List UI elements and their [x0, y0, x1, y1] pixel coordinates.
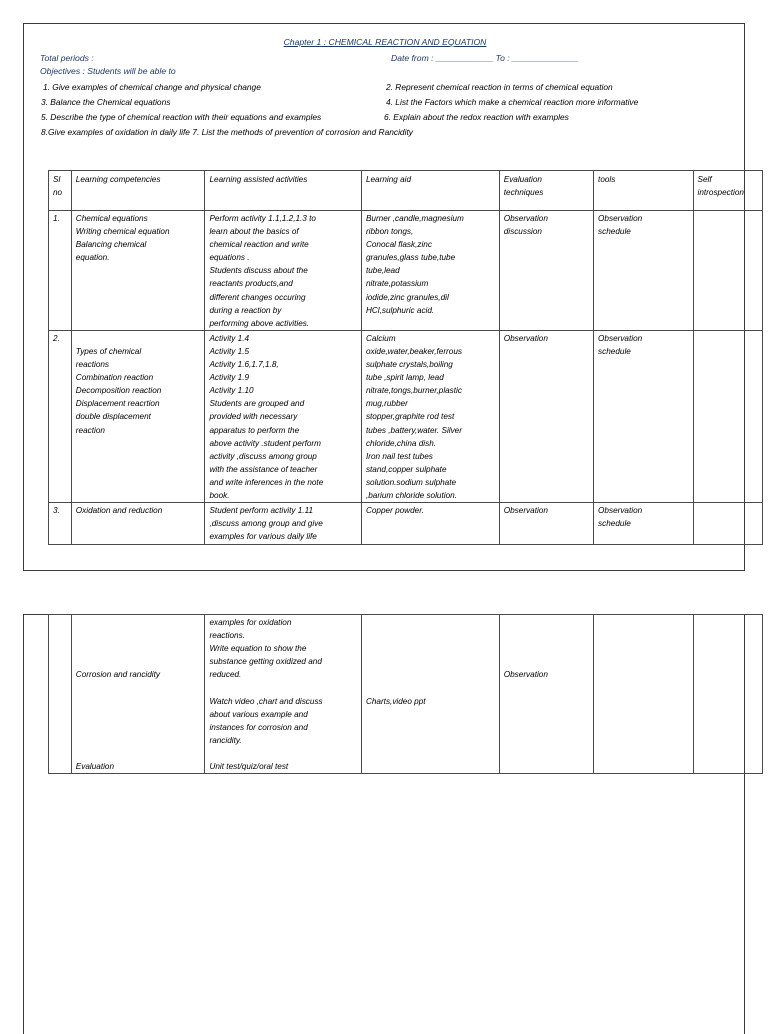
cell-text-line: reactants products,and	[209, 279, 293, 289]
cell-text-line: Unit test/quiz/oral test	[209, 762, 289, 772]
cell-text-line: 2.	[53, 333, 60, 343]
competencies-cell	[71, 503, 205, 545]
objective-item: 6. Explain about the redox reaction with examples	[384, 112, 569, 122]
lesson-plan-table	[48, 170, 763, 545]
evaluation-cell	[499, 615, 593, 774]
cell-text-line: Decomposition reaction	[75, 386, 162, 396]
cell-text-line: stand,copper sulphate	[365, 464, 447, 474]
activities-cell	[205, 211, 361, 331]
cell-text-line: performing above activities.	[209, 318, 310, 328]
cell-text-line: tube,lead	[365, 266, 400, 276]
cell-text-line	[76, 642, 201, 655]
competencies-cell	[71, 615, 205, 774]
cell-text-line	[366, 642, 495, 655]
table-row-continued	[49, 615, 763, 774]
cell-text-line: Activity 1.10	[209, 386, 254, 396]
cell-text-line: Corrosion and rancidity	[75, 670, 160, 680]
cell-text-line: Evaluation	[503, 175, 542, 184]
cell-text-line: Balancing chemical	[75, 240, 147, 250]
cell-text-line: examples for various daily life	[209, 532, 317, 542]
column-header	[71, 171, 205, 211]
self-introspection-cell	[693, 330, 762, 502]
activities-cell	[205, 503, 361, 545]
cell-text-line: oxide,water,beaker,ferrous	[365, 346, 462, 356]
cell-text-line: Activity 1.5	[209, 346, 250, 356]
cell-text-line	[76, 629, 201, 642]
cell-text-line: solution.sodium sulphate	[365, 477, 457, 487]
cell-text-line: substance getting oxidized and	[209, 657, 322, 667]
cell-text-line: Students discuss about the	[209, 266, 308, 276]
cell-text-line: Observation	[503, 333, 548, 343]
cell-text-line	[366, 616, 495, 629]
cell-text-line: Activity 1.9	[209, 373, 250, 383]
cell-text-line: different changes occuring	[209, 292, 306, 302]
objectives-title: Objectives : Students will be able to	[40, 66, 176, 76]
cell-text-line	[76, 721, 201, 734]
competencies-cell	[71, 211, 205, 331]
cell-text-line	[366, 655, 495, 668]
cell-text-line	[76, 681, 201, 694]
table-header-row	[49, 171, 763, 211]
cell-text-line: Iron nail test tubes	[365, 451, 433, 461]
tools-cell	[594, 211, 693, 331]
cell-text-line: Students are grouped and	[209, 399, 305, 409]
column-header	[361, 171, 499, 211]
cell-text-line: chloride,china dish.	[365, 438, 437, 448]
cell-text-line	[504, 642, 589, 655]
column-header	[499, 171, 593, 211]
cell-text-line: schedule	[598, 346, 631, 356]
cell-text-line: 3.	[53, 506, 60, 516]
cell-text-line: nitrate,tongs,burner,plastic	[365, 386, 462, 396]
objective-item: 5. Describe the type of chemical reaction with their equations and examples	[41, 112, 322, 122]
cell-text-line: Watch video ,chart and discuss	[209, 696, 323, 706]
cell-text-line: no	[53, 188, 63, 198]
cell-text-line: 1.	[53, 214, 60, 223]
cell-text-line	[504, 655, 589, 668]
column-header	[49, 171, 72, 211]
cell-text-line: schedule	[598, 227, 631, 237]
cell-text-line: Observation	[598, 214, 643, 223]
tools-cell	[594, 503, 693, 545]
cell-text-line: techniques	[503, 188, 544, 198]
cell-text-line: Burner ,candle,magnesium	[365, 214, 464, 223]
cell-text-line: Chemical equations	[75, 214, 148, 223]
cell-text-line: ribbon tongs,	[365, 227, 414, 237]
objective-item: 1. Give examples of chemical change and physical change	[43, 82, 261, 92]
self-introspection-cell	[693, 503, 762, 545]
cell-text-line	[76, 708, 201, 721]
cell-text-line: Observation	[503, 506, 548, 516]
cell-text-line: activity ,discuss among group	[209, 451, 317, 461]
cell-text-line: ,discuss among group and give	[209, 519, 323, 529]
cell-text-line: book.	[209, 490, 230, 500]
document-page-1	[23, 23, 745, 571]
cell-text-line	[366, 681, 495, 694]
table-row	[49, 330, 763, 502]
cell-text-line: tubes ,battery,water. Silver	[365, 425, 462, 435]
evaluation-cell	[499, 503, 593, 545]
cell-text-line	[504, 616, 589, 629]
table-row	[49, 503, 763, 545]
cell-text-line: reactions	[75, 360, 110, 370]
objective-item: 2. Represent chemical reaction in terms of chemical equation	[386, 82, 613, 92]
self-introspection-cell	[693, 615, 762, 774]
learning-aid-cell	[361, 503, 499, 545]
cell-text-line: with the assistance of teacher	[209, 464, 318, 474]
sl-no-cell	[49, 211, 72, 331]
cell-text-line: Oxidation and reduction	[75, 506, 163, 516]
cell-text-line: HCl,sulphuric acid.	[365, 305, 435, 315]
cell-text-line: above activity .student perform	[209, 438, 321, 448]
cell-text-line: Self	[697, 175, 712, 184]
cell-text-line: mug,rubber	[365, 399, 408, 409]
learning-aid-cell	[361, 330, 499, 502]
cell-text-line: during a reaction by	[209, 305, 282, 315]
cell-text-line: equations .	[209, 253, 250, 263]
cell-text-line: Activity 1.4	[209, 333, 250, 343]
cell-text-line	[366, 629, 495, 642]
cell-text-line: introspection	[697, 188, 744, 198]
cell-text-line: reduced.	[209, 670, 242, 680]
sl-no-cell	[49, 330, 72, 502]
date-range-label: Date from : ____________ To : ______________	[391, 53, 579, 63]
tools-cell	[594, 615, 693, 774]
cell-text-line	[76, 332, 201, 345]
cell-text-line: Evaluation	[75, 762, 115, 772]
cell-text-line: learn about the basics of	[209, 227, 299, 237]
cell-text-line	[76, 655, 201, 668]
cell-text-line: equation.	[75, 253, 110, 263]
cell-text-line: double displacement	[75, 412, 151, 422]
cell-text-line: Types of chemical	[75, 346, 142, 356]
cell-text-line: tools	[598, 175, 616, 184]
cell-text-line	[76, 695, 201, 708]
cell-text-line: discussion	[503, 227, 542, 237]
total-periods-label: Total periods :	[40, 53, 94, 63]
sl-no-cell	[49, 503, 72, 545]
cell-text-line: rancidity.	[209, 735, 242, 745]
cell-text-line: chemical reaction and write	[209, 240, 309, 250]
cell-text-line: Sl	[53, 175, 61, 184]
cell-text-line: Perform activity 1.1,1.2,1.3 to	[209, 214, 316, 223]
cell-text-line: Observation	[598, 333, 643, 343]
document-page-2	[23, 614, 745, 1034]
cell-text-line: stopper,graphite rod test	[365, 412, 455, 422]
cell-text-line	[76, 747, 201, 760]
cell-text-line: granules,glass tube,tube	[365, 253, 456, 263]
competencies-cell	[71, 330, 205, 502]
objective-item: 3. Balance the Chemical equations	[41, 97, 171, 107]
cell-text-line: Copper powder.	[365, 506, 424, 516]
cell-text-line: Learning competencies	[75, 175, 161, 184]
cell-text-line: and write inferences in the note	[209, 477, 324, 487]
cell-text-line: sulphate crystals,boiling	[365, 360, 453, 370]
column-header	[594, 171, 693, 211]
cell-text-line	[504, 629, 589, 642]
cell-text-line: about various example and	[209, 709, 308, 719]
cell-text-line: ,barium chloride solution.	[365, 490, 457, 500]
cell-text-line: Learning assisted activities	[209, 175, 308, 184]
cell-text-line: schedule	[598, 519, 631, 529]
cell-text-line: Combination reaction	[75, 373, 154, 383]
cell-text-line: instances for corrosion and	[209, 722, 308, 732]
cell-text-line	[366, 668, 495, 681]
cell-text-line: Calcium	[365, 333, 396, 343]
table-row	[49, 211, 763, 331]
column-header	[693, 171, 762, 211]
learning-aid-cell	[361, 211, 499, 331]
cell-text-line: Observation	[503, 670, 548, 680]
cell-text-line: Conocal flask,zinc	[365, 240, 432, 250]
cell-text-line: Activity 1.6,1.7,1.8,	[209, 360, 279, 370]
cell-text-line: apparatus to perform the	[209, 425, 300, 435]
cell-text-line: examples for oxidation	[209, 618, 292, 627]
lesson-plan-table-continued	[48, 614, 763, 774]
sl-no-cell	[49, 615, 72, 774]
evaluation-cell	[499, 211, 593, 331]
cell-text-line: Learning aid	[365, 175, 412, 184]
tools-cell	[594, 330, 693, 502]
cell-text-line: Write equation to show the	[209, 644, 307, 654]
evaluation-cell	[499, 330, 593, 502]
cell-text-line: reaction	[75, 425, 105, 435]
cell-text-line: tube ,spirit lamp, lead	[365, 373, 444, 383]
cell-text-line: iodide,zinc granules,dil	[365, 292, 449, 302]
cell-text-line: provided with necessary	[209, 412, 298, 422]
learning-aid-cell	[361, 615, 499, 774]
cell-text-line: Displacement reacrtion	[75, 399, 160, 409]
cell-text-line: Observation	[503, 214, 548, 223]
cell-text-line	[209, 747, 356, 760]
cell-text-line	[76, 734, 201, 747]
objective-item: 8.Give examples of oxidation in daily life 7. List the methods of prevention of corrosion and Rancidity	[41, 127, 413, 137]
chapter-title: Chapter 1 : CHEMICAL REACTION AND EQUATION	[283, 37, 487, 47]
cell-text-line	[76, 616, 201, 629]
objective-item: 4. List the Factors which make a chemical reaction more informative	[386, 97, 639, 107]
cell-text-line	[209, 681, 356, 694]
cell-text-line: nitrate,potassium	[365, 279, 429, 289]
cell-text-line: Student perform activity 1.11	[209, 506, 314, 516]
self-introspection-cell	[693, 211, 762, 331]
cell-text-line: Writing chemical equation	[75, 227, 170, 237]
cell-text-line: Observation	[598, 506, 643, 516]
column-header	[205, 171, 361, 211]
activities-cell	[205, 615, 361, 774]
activities-cell	[205, 330, 361, 502]
cell-text-line: reactions.	[209, 631, 245, 641]
cell-text-line: Charts,video ppt	[365, 696, 426, 706]
